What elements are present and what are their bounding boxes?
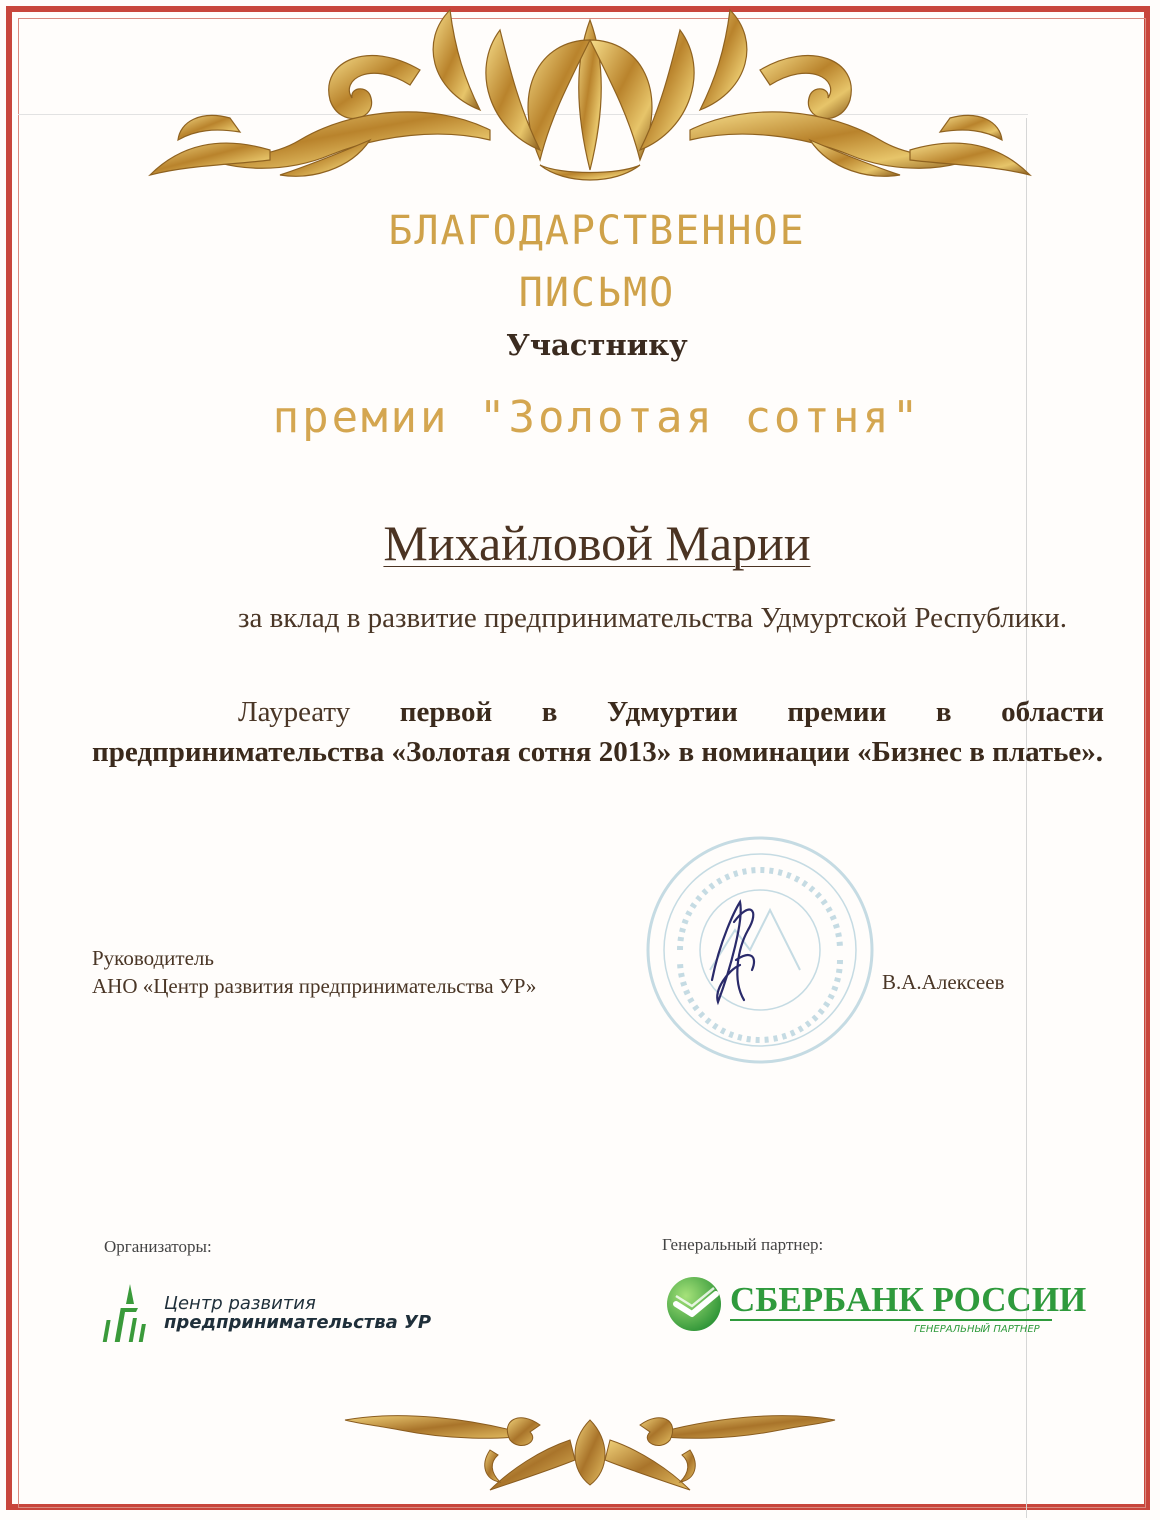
signature-position-line-2: АНО «Центр развития предпринимательства УР» xyxy=(92,974,537,998)
organizer-logo-icon xyxy=(100,1278,160,1348)
top-ornament-icon xyxy=(70,0,1110,200)
recipient-name-text: Михайловой Марии xyxy=(383,515,811,571)
signature-position-line-1: Руководитель xyxy=(92,946,214,970)
sberbank-logo-icon xyxy=(664,1274,724,1334)
paragraph-2-bold: первой в Удмуртии премии в области предпринимательства «Золотая сотня 2013» в номинации «Бизнес в платье». xyxy=(92,696,1104,768)
certificate-title-line-1: БЛАГОДАРСТВЕННОЕ xyxy=(388,208,806,254)
partner-label: Генеральный партнер: xyxy=(662,1235,824,1254)
organizer-logo-text xyxy=(164,1294,431,1332)
bottom-ornament-icon xyxy=(340,1390,840,1500)
partner-tagline: ГЕНЕРАЛЬНЫЙ ПАРТНЕР xyxy=(914,1324,1040,1335)
award-name: премии "Золотая сотня" xyxy=(272,392,922,443)
signatory-name: В.А.Алексеев xyxy=(882,970,1005,994)
organizer-logo-line-1: Центр развития xyxy=(164,1293,316,1314)
stamp-seal-icon xyxy=(640,830,880,1070)
organizer-logo-line-2: предпринимательства УР xyxy=(164,1312,432,1333)
partner-logo xyxy=(664,1272,1087,1342)
partner-underline xyxy=(730,1319,1052,1321)
paragraph-2-plain: Лауреату xyxy=(238,696,400,728)
organizers-label: Организаторы: xyxy=(104,1237,212,1256)
certificate-subtitle: Участнику xyxy=(506,328,688,362)
signature-position xyxy=(92,944,536,1000)
body-paragraph-2 xyxy=(92,692,1104,772)
recipient-name xyxy=(0,514,1160,572)
certificate-title-line-2: ПИСЬМО xyxy=(518,270,676,316)
partner-name: СБЕРБАНК РОССИИ xyxy=(730,1280,1087,1319)
body-paragraph-1: за вклад в развитие предпринимательства Удмуртской Республики. xyxy=(238,602,1068,634)
organizer-logo xyxy=(100,1278,440,1348)
